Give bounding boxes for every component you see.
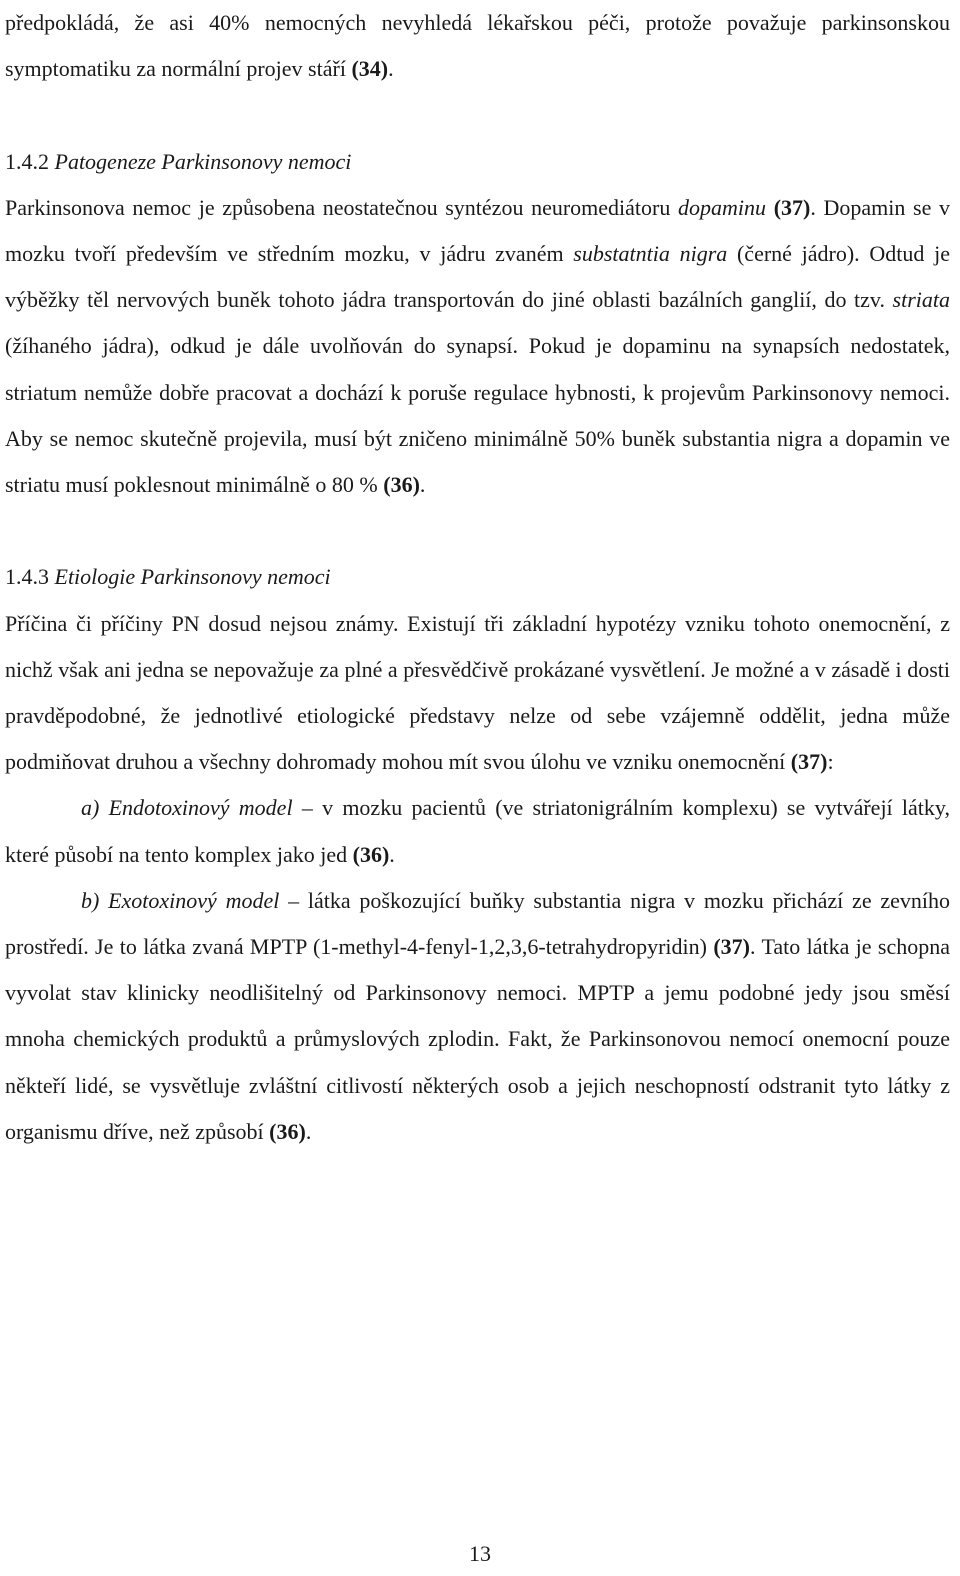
citation: (34) bbox=[351, 56, 389, 82]
section-title: Etiologie Parkinsonovy nemoci bbox=[54, 564, 331, 590]
citation: (36) bbox=[383, 472, 420, 498]
section-heading-patogeneze bbox=[5, 139, 950, 185]
document-page bbox=[5, 0, 950, 1155]
citation: (36) bbox=[269, 1118, 306, 1144]
spacer bbox=[5, 92, 950, 138]
citation: (37) bbox=[790, 749, 828, 775]
intro-text: předpokládá, že asi 40% nemocných nevyhledá lékařskou péči, protože považuje parkinsonskou symptomatiku za normální projev stáří bbox=[5, 10, 950, 82]
section-title: Patogeneze Parkinsonovy nemoci bbox=[54, 148, 352, 174]
hypothesis-b-paragraph: b) Exotoxinový model – látka poškozující buňky substantia nigra v mozku přichází ze zevního prostředí. Je to látka zvaná MPTP (1-methyl-4-fenyl-1,2,3,6-tetrahydropyridin) (37). Tato látka je schopna vyvolat stav klinicky neodlišitelný od Parkinsonovy nemoci. MPTP a jemu podobné jedy jsou směsí mnoha chemických produktů a průmyslových zplodin. Fakt, že Parkinsonovou nemocí onemocní pouze někteří lidé, se vysvětluje zvláštní citlivostí některých osob a jejich neschopností odstranit tyto látky z organismu dříve, než způsobí (36). bbox=[5, 887, 951, 1144]
term-substantia-nigra: substatntia nigra bbox=[573, 241, 728, 266]
citation: (37) bbox=[713, 934, 750, 960]
etiologie-paragraph: Příčina či příčiny PN dosud nejsou známy. Existují tři základní hypotézy vzniku tohoto onemocnění, z nichž však ani jedna se nepovažuje za plné a přesvědčivě prokázané vysvětlení. Je možné a v zásadě i dosti pravděpodobné, že jednotlivé etiologické představy nelze od sebe vzájemně oddělit, jedna může podmiňovat druhou a všechny dohromady mohou mít svou úlohu ve vzniku onemocnění (37): bbox=[5, 610, 950, 775]
section-heading-etiologie bbox=[5, 554, 950, 600]
page-number: 13 bbox=[469, 1541, 491, 1566]
hypothesis-a-label: a) Endotoxinový model bbox=[81, 795, 293, 821]
term-dopaminu: dopaminu bbox=[678, 194, 767, 220]
citation: (36) bbox=[352, 841, 390, 867]
hypothesis-a-paragraph: a) Endotoxinový model – v mozku pacientů (ve striatonigrálním komplexu) se vytvářejí látky, které působí na tento komplex jako jed (36). bbox=[5, 795, 950, 867]
section-number: 1.4.2 bbox=[5, 148, 49, 174]
section-number: 1.4.3 bbox=[5, 564, 49, 590]
term-striata: striata bbox=[892, 287, 950, 313]
hypothesis-b-label: b) Exotoxinový model bbox=[81, 887, 280, 913]
spacer bbox=[5, 508, 950, 554]
patogeneze-paragraph: Parkinsonova nemoc je způsobena neostatečnou syntézou neuromediátoru dopaminu (37). Dopamin se v mozku tvoří především ve středním mozku, v jádru zvaném substatntia nigra (černé jádro). Odtud je výběžky těl nervových buněk tohoto jádra transportován do jiné oblasti bazálních ganglií, do tzv. striata (žíhaného jádra), odkud je dále uvolňován do synapsí. Pokud je dopaminu na synapsích nedostatek, striatum nemůže dobře pracovat a dochází k poruše regulace hybnosti, k projevům Parkinsonovy nemoci. Aby se nemoc skutečně projevila, musí být zničeno minimálně 50% buněk substantia nigra a dopamin ve striatu musí poklesnout minimálně o 80 % (36). bbox=[5, 194, 950, 498]
citation: (37) bbox=[773, 194, 811, 220]
intro-paragraph: předpokládá, že asi 40% nemocných nevyhledá lékařskou péči, protože považuje parkinsonskou symptomatiku za normální projev stáří (34). bbox=[5, 10, 950, 82]
